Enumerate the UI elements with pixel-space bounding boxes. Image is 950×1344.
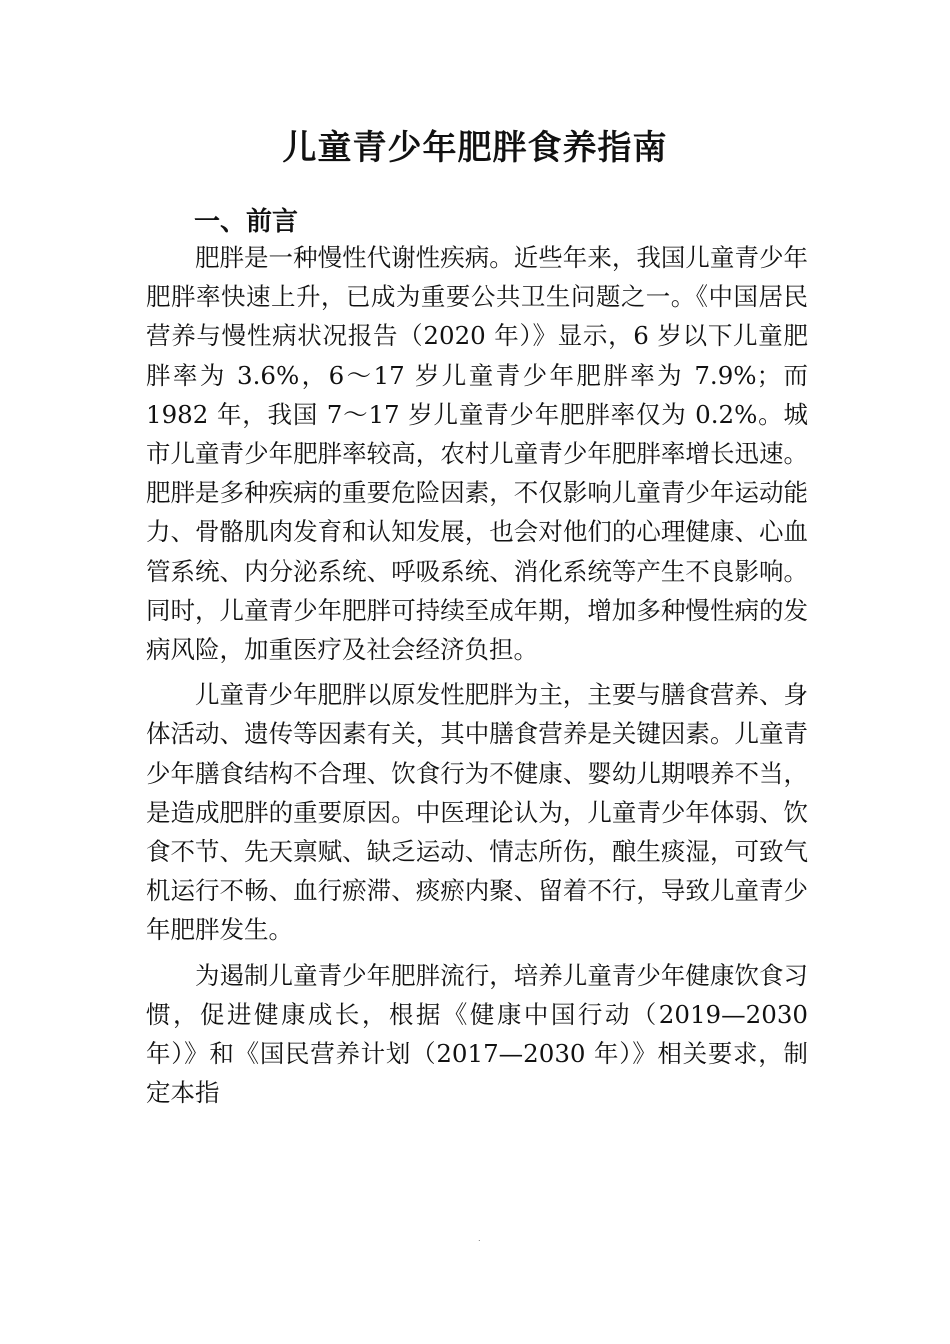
paragraph-causes: 儿童青少年肥胖以原发性肥胖为主，主要与膳食营养、身体活动、遗传等因素有关，其中膳食营养是关键因素。儿童青少年膳食结构不合理、饮食行为不健康、婴幼儿期喂养不当，是造成肥胖的重要原因。中医理论认为，儿童青少年体弱、饮食不节、先天禀赋、缺乏运动、情志所伤，酿生痰湿，可致气机运行不畅、血行瘀滞、痰瘀内聚、留着不行，导致儿童青少年肥胖发生。 [146, 680, 808, 945]
paragraph-intro: 肥胖是一种慢性代谢性疾病。近些年来，我国儿童青少年肥胖率快速上升，已成为重要公共卫生问题之一。《中国居民营养与慢性病状况报告（2020 年）》显示，6 岁以下儿童肥胖率为 3.6%，6～17 岁儿童青少年肥胖率为 7.9%；而 1982 年，我国 7～17 岁儿童青少年肥胖率仅为 0.2%。城市儿童青少年肥胖率较高，农村儿童青少年肥胖率增长迅速。肥胖是多种疾病的重要危险因素，不仅影响儿童青少年运动能力、骨骼肌肉发育和认知发展，也会对他们的心理健康、心血管系统、内分泌系统、呼吸系统、消化系统等产生不良影响。同时，儿童青少年肥胖可持续至成年期，增加多种慢性病的发病风险，加重医疗及社会经济负担。 [146, 243, 808, 665]
section-heading: 一、前言 [194, 207, 299, 237]
paragraph-purpose: 为遏制儿童青少年肥胖流行，培养儿童青少年健康饮食习惯，促进健康成长，根据《健康中国行动（2019—2030 年）》和《国民营养计划（2017—2030 年）》相关要求，制定本指 [146, 960, 808, 1108]
footer-mark: . [478, 1234, 481, 1243]
document-title: 儿童青少年肥胖食养指南 [282, 128, 668, 168]
document-body [146, 238, 808, 1112]
